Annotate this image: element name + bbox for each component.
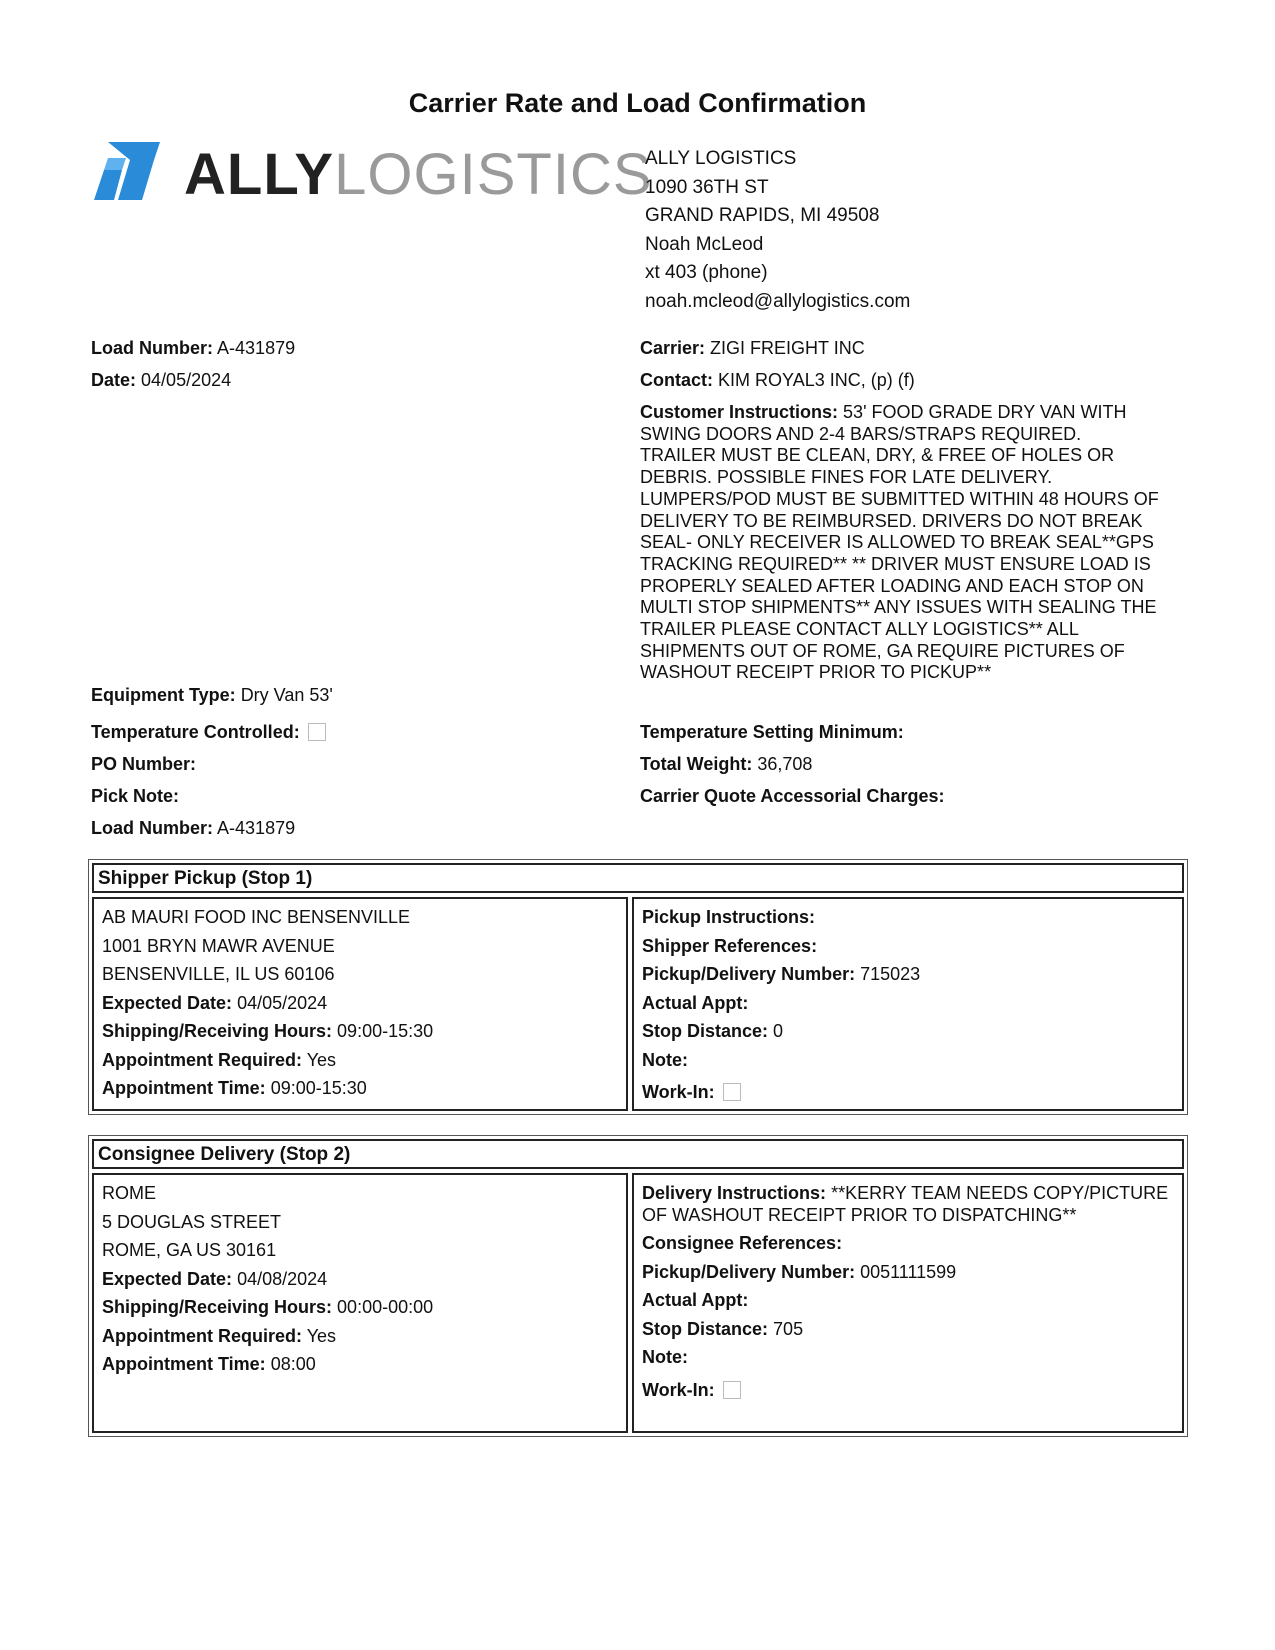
stop-1-expected-date-value: 04/05/2024 [237, 992, 328, 1013]
stop-2-expected-date-value: 04/08/2024 [237, 1268, 328, 1289]
stop-1-appt-required-label: Appointment Required: [102, 1049, 302, 1070]
stop-1-city: BENSENVILLE, IL US 60106 [102, 964, 335, 984]
load-number-label: Load Number: [91, 338, 214, 358]
po-number-field [91, 753, 196, 775]
stop-1-appt-required-value: Yes [306, 1049, 337, 1070]
stop-1-appt-time-label: Appointment Time: [102, 1078, 266, 1098]
stop-2-section [88, 1135, 1188, 1437]
stop-1-note-label: Note: [642, 1049, 688, 1070]
logo-word-ally: ALLY [184, 142, 335, 207]
company-address-block [645, 145, 910, 316]
stop-2-appt-time-label: Appointment Time: [102, 1354, 266, 1374]
stop-1-name: AB MAURI FOOD INC BENSENVILLE [102, 907, 411, 927]
stop-2-pd-number [642, 1258, 1174, 1287]
stop-1-hours-label: Shipping/Receiving Hours: [102, 1021, 333, 1041]
load-number-field [91, 337, 295, 359]
accessorial-charges-label: Carrier Quote Accessorial Charges: [640, 786, 945, 806]
date-field [91, 369, 231, 391]
total-weight-field [640, 753, 812, 775]
po-number-label: PO Number: [91, 754, 197, 774]
stop-2-address-column [92, 1173, 628, 1433]
load-number-label-2: Load Number: [91, 818, 214, 838]
stop-2-appt-required-label: Appointment Required: [102, 1325, 302, 1346]
stop-1-appt-required [102, 1046, 618, 1075]
stop-2-appt-time-value: 08:00 [270, 1354, 316, 1374]
ally-logistics-logo-icon [94, 142, 160, 200]
company-email: noah.mcleod@allylogistics.com [645, 290, 911, 312]
stop-2-note [642, 1343, 1174, 1372]
carrier-value: ZIGI FREIGHT INC [710, 338, 865, 358]
stop-2-note-label: Note: [642, 1347, 688, 1367]
stop-1-references [642, 932, 1174, 961]
stop-2-hours [102, 1293, 618, 1322]
equipment-type-label: Equipment Type: [91, 685, 236, 705]
stop-1-street: 1001 BRYN MAWR AVENUE [102, 935, 335, 956]
logo-word-logistics: LOGISTICS [334, 142, 653, 207]
stop-1-actual-appt-label: Actual Appt: [642, 992, 749, 1013]
stop-2-expected-date-label: Expected Date: [102, 1268, 233, 1289]
stop-2-work-in-checkbox[interactable] [723, 1381, 741, 1399]
stop-1-actual-appt [642, 989, 1174, 1018]
stop-2-actual-appt [642, 1286, 1174, 1315]
load-number-field-2 [91, 817, 295, 839]
stop-2-city: ROME, GA US 30161 [102, 1240, 277, 1260]
stop-1-hours-value: 09:00-15:30 [337, 1021, 434, 1041]
stop-1-stop-distance-value: 0 [773, 1021, 784, 1041]
stop-2-instructions-value: **KERRY TEAM NEEDS COPY/PICTURE OF WASHOUT RECEIPT PRIOR TO DISPATCHING** [642, 1183, 1169, 1225]
stop-1-note [642, 1046, 1174, 1075]
stop-2-stop-distance-label: Stop Distance: [642, 1318, 769, 1339]
stop-2-expected-date [102, 1265, 618, 1294]
stop-2-appt-time [102, 1350, 618, 1379]
contact-value: KIM ROYAL3 INC, (p) (f) [718, 370, 915, 390]
stop-2-work-in [642, 1376, 1174, 1405]
carrier-field [640, 337, 865, 359]
equipment-type-field [91, 684, 333, 706]
stop-2-name: ROME [102, 1183, 156, 1203]
total-weight-label: Total Weight: [640, 754, 753, 774]
date-value: 04/05/2024 [141, 370, 232, 390]
temperature-setting-min-field [640, 721, 904, 743]
customer-instructions-value: 53' FOOD GRADE DRY VAN WITH SWING DOORS AND 2-4 BARS/STRAPS REQUIRED. TRAILER MUST BE CLEAN, DRY, & FREE OF HOLES OR DEBRIS. POSSIBLE FINES FOR LATE DELIVERY. LUMPERS/POD MUST BE SUBMITTED WITHIN 48 HOURS OF DELIVERY TO BE REIMBURSED. DRIVERS DO NOT BREAK SEAL- ONLY RECEIVER IS ALLOWED TO BREAK SEAL**GPS TRACKING REQUIRED** ** DRIVER MUST ENSURE LOAD IS PROPERLY SEALED AFTER LOADING AND EACH STOP ON MULTI STOP SHIPMENTS** ANY ISSUES WITH SEALING THE TRAILER PLEASE CONTACT ALLY LOGISTICS** ALL SHIPMENTS OUT OF ROME, GA REQUIRE PICTURES OF WASHOUT RECEIPT PRIOR TO PICKUP** [640, 402, 1159, 683]
date-label: Date: [91, 370, 137, 390]
load-number-value-2: A-431879 [217, 818, 296, 838]
stop-1-header: Shipper Pickup (Stop 1) [92, 863, 1184, 893]
accessorial-charges-field [640, 785, 944, 807]
logo-wordmark [184, 142, 653, 208]
stop-2-instructions [642, 1179, 1174, 1229]
company-contact-name: Noah McLeod [645, 233, 764, 255]
stop-2-references-label: Consignee References: [642, 1233, 843, 1253]
stop-1-work-in-checkbox[interactable] [723, 1083, 741, 1101]
stop-1-instructions-label: Pickup Instructions: [642, 907, 816, 927]
stop-2-hours-label: Shipping/Receiving Hours: [102, 1297, 333, 1317]
stop-1-address-column [92, 897, 628, 1111]
contact-field [640, 369, 915, 391]
stop-1-instructions [642, 903, 1174, 932]
stop-2-stop-distance-value: 705 [773, 1318, 804, 1339]
stop-1-appt-time [102, 1074, 618, 1103]
stop-2-hours-value: 00:00-00:00 [337, 1297, 434, 1317]
pick-note-field [91, 785, 179, 807]
stop-2-pd-number-label: Pickup/Delivery Number: [642, 1261, 856, 1282]
stop-1-details-column [632, 897, 1184, 1111]
page-title: Carrier Rate and Load Confirmation [408, 88, 867, 118]
stop-2-instructions-label: Delivery Instructions: [642, 1183, 827, 1203]
company-city-state-zip: GRAND RAPIDS, MI 49508 [645, 205, 880, 226]
stop-2-street: 5 DOUGLAS STREET [102, 1211, 282, 1232]
temperature-controlled-label: Temperature Controlled: [91, 722, 300, 742]
temperature-controlled-checkbox[interactable] [308, 723, 326, 741]
stop-2-actual-appt-label: Actual Appt: [642, 1290, 749, 1310]
stop-1-pd-number-label: Pickup/Delivery Number: [642, 964, 856, 984]
equipment-type-value: Dry Van 53' [240, 685, 333, 705]
stop-1-pd-number [642, 960, 1174, 989]
customer-instructions-field [640, 402, 1160, 684]
temperature-setting-min-label: Temperature Setting Minimum: [640, 722, 904, 742]
stop-2-appt-required [102, 1322, 618, 1351]
stop-1-expected-date [102, 989, 618, 1018]
stop-2-stop-distance [642, 1315, 1174, 1344]
stop-2-references [642, 1229, 1174, 1258]
stop-2-appt-required-value: Yes [306, 1325, 337, 1346]
carrier-label: Carrier: [640, 338, 706, 358]
pick-note-label: Pick Note: [91, 786, 180, 806]
company-street: 1090 36TH ST [645, 176, 769, 198]
company-logo [94, 140, 653, 210]
stop-1-section [88, 859, 1188, 1115]
stop-2-header: Consignee Delivery (Stop 2) [92, 1139, 1184, 1169]
stop-2-details-column [632, 1173, 1184, 1433]
customer-instructions-label: Customer Instructions: [640, 402, 839, 422]
temperature-controlled-field [91, 721, 326, 743]
stop-1-hours [102, 1017, 618, 1046]
stop-1-work-in [642, 1078, 1174, 1107]
company-name: ALLY LOGISTICS [645, 148, 797, 169]
stop-1-work-in-label: Work-In: [642, 1082, 715, 1102]
company-phone: xt 403 (phone) [645, 262, 768, 283]
stop-1-stop-distance-label: Stop Distance: [642, 1021, 769, 1041]
stop-1-expected-date-label: Expected Date: [102, 992, 233, 1013]
stop-2-pd-number-value: 0051111599 [860, 1261, 957, 1282]
stop-1-stop-distance [642, 1017, 1174, 1046]
stop-2-work-in-label: Work-In: [642, 1379, 715, 1400]
stop-1-references-label: Shipper References: [642, 935, 818, 956]
load-number-value: A-431879 [217, 338, 296, 358]
stop-1-pd-number-value: 715023 [860, 964, 921, 984]
stop-1-appt-time-value: 09:00-15:30 [270, 1078, 367, 1098]
contact-label: Contact: [640, 370, 713, 390]
total-weight-value: 36,708 [757, 754, 813, 774]
